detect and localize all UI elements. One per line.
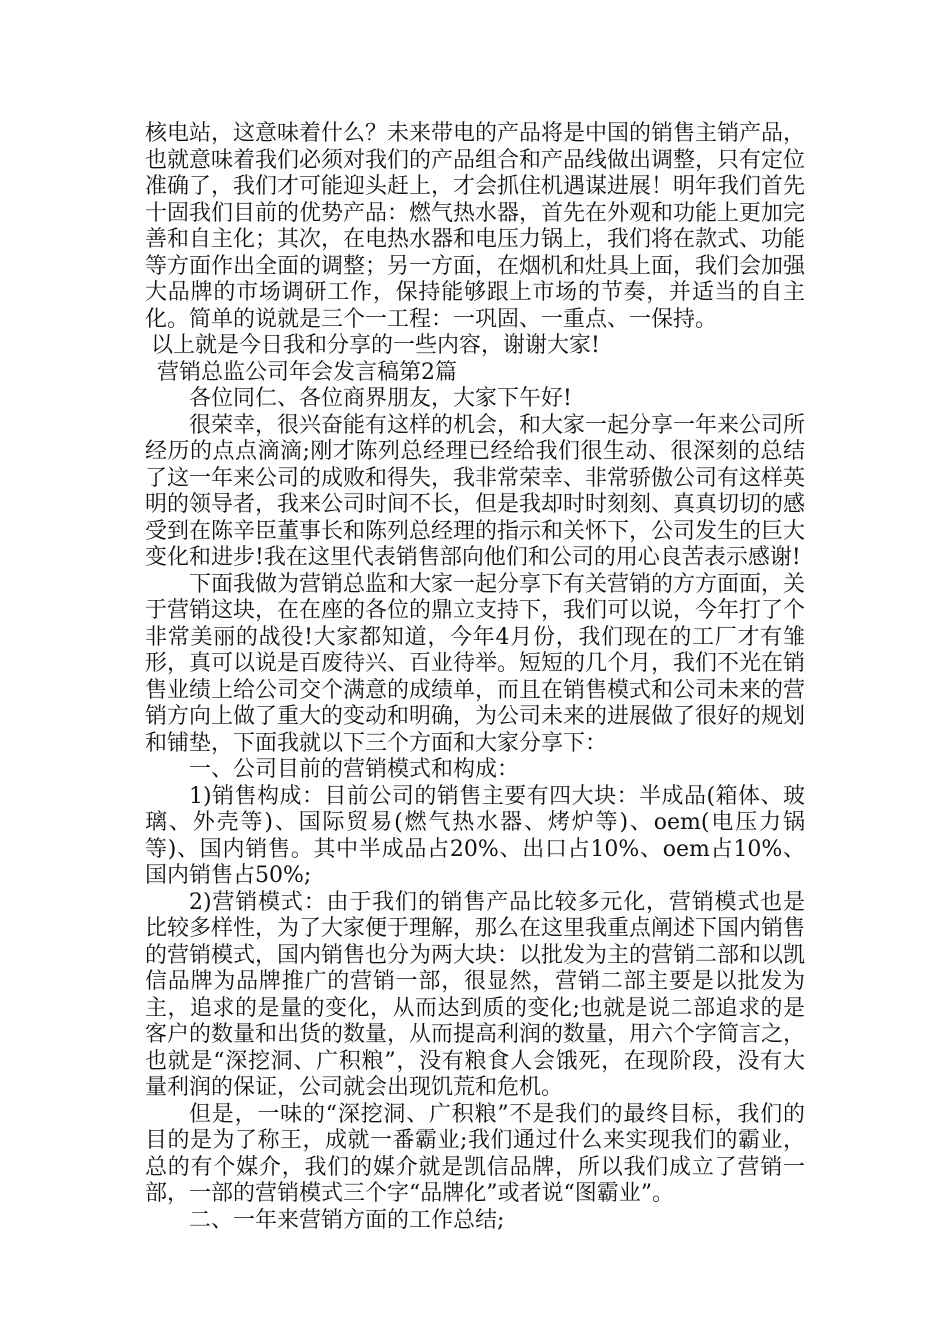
- document-body: [145, 121, 805, 1234]
- greeting-paragraph: 各位同仁、各位商界朋友，大家下午好!: [189, 386, 572, 411]
- marketing-intro-paragraph: 下面我做为营销总监和大家一起分享下有关营销的方方面面，关于营销这块，在在座的各位的鼎立支持下，我们可以说，今年打了个非常美丽的战役!大家都知道，今年4月份，我们现在的工厂才有雏形，真可以说是百废待兴、百业待举。短短的几个月，我们不光在销售业绩上给公司交个满意的成绩单，而且在销售模式和公司未来的营销方向上做了重大的变动和明确，为公司未来的进展做了很好的规划和铺垫，下面我就以下三个方面和大家分享下：: [145, 571, 806, 756]
- paragraph-continued: 核电站，这意味着什么？未来带电的产品将是中国的销售主销产品，也就意味着我们必须对我们的产品组合和产品线做出调整，只有定位准确了，我们才可能迎头赶上，才会抓住机遇谋进展！明年我们首先十固我们目前的优势产品：燃气热水器，首先在外观和功能上更加完善和自主化；其次，在电热水器和电压力锅上，我们将在款式、功能等方面作出全面的调整；另一方面，在烟机和灶具上面，我们会加强大品牌的市场调研工作，保持能够跟上市场的节奏，并适当的自主化。简单的说就是三个一工程：一巩固、一重点、一保持。: [145, 121, 806, 332]
- brand-paragraph: 但是，一味的“深挖洞、广积粮”不是我们的最终目标，我们的目的是为了称王，成就一番霸业;我们通过什么来实现我们的霸业，总的有个媒介，我们的媒介就是凯信品牌，所以我们成立了营销一部，一部的营销模式三个字“品牌化”或者说“图霸业”。: [145, 1101, 805, 1206]
- closing-line: 以上就是今日我和分享的一些内容，谢谢大家!: [151, 333, 600, 358]
- marketing-mode-paragraph: 2)营销模式：由于我们的销售产品比较多元化，营销模式也是比较多样性，为了大家便于理解，那么在这里我重点阐述下国内销售的营销模式，国内销售也分为两大块：以批发为主的营销二部和以凯信品牌为品牌推广的营销一部，很显然，营销二部主要是以批发为主，追求的是量的变化，从而达到质的变化;也就是说二部追求的是客户的数量和出货的数量，从而提高利润的数量，用六个字简言之，也就是“深挖洞、广积粮”，没有粮食人会饿死，在现阶段，没有大量利润的保证，公司就会出现饥荒和危机。: [145, 889, 806, 1100]
- subheading-one: 一、公司目前的营销模式和构成：: [189, 757, 520, 782]
- section-heading: 营销总监公司年会发言稿第2篇: [157, 359, 457, 385]
- subheading-two: 二、一年来营销方面的工作总结;: [189, 1207, 505, 1233]
- thanks-paragraph: 很荣幸，很兴奋能有这样的机会，和大家一起分享一年来公司所经历的点点滴滴;刚才陈列总经理已经给我们很生动、很深刻的总结了这一年来公司的成败和得失，我非常荣幸、非常骄傲公司有这样英明的领导者，我来公司时间不长，但是我却时时刻刻、真真切切的感受到在陈辛臣董事长和陈列总经理的指示和关怀下，公司发生的巨大变化和进步!我在这里代表销售部向他们和公司的用心良苦表示感谢!: [145, 412, 806, 570]
- sales-composition-paragraph: 1)销售构成：目前公司的销售主要有四大块：半成品(箱体、玻璃、外壳等)、国际贸易(燃气热水器、烤炉等)、oem(电压力锅等)、国内销售。其中半成品占20%、出口占10%、oem占10%、国内销售占50%;: [145, 783, 805, 888]
